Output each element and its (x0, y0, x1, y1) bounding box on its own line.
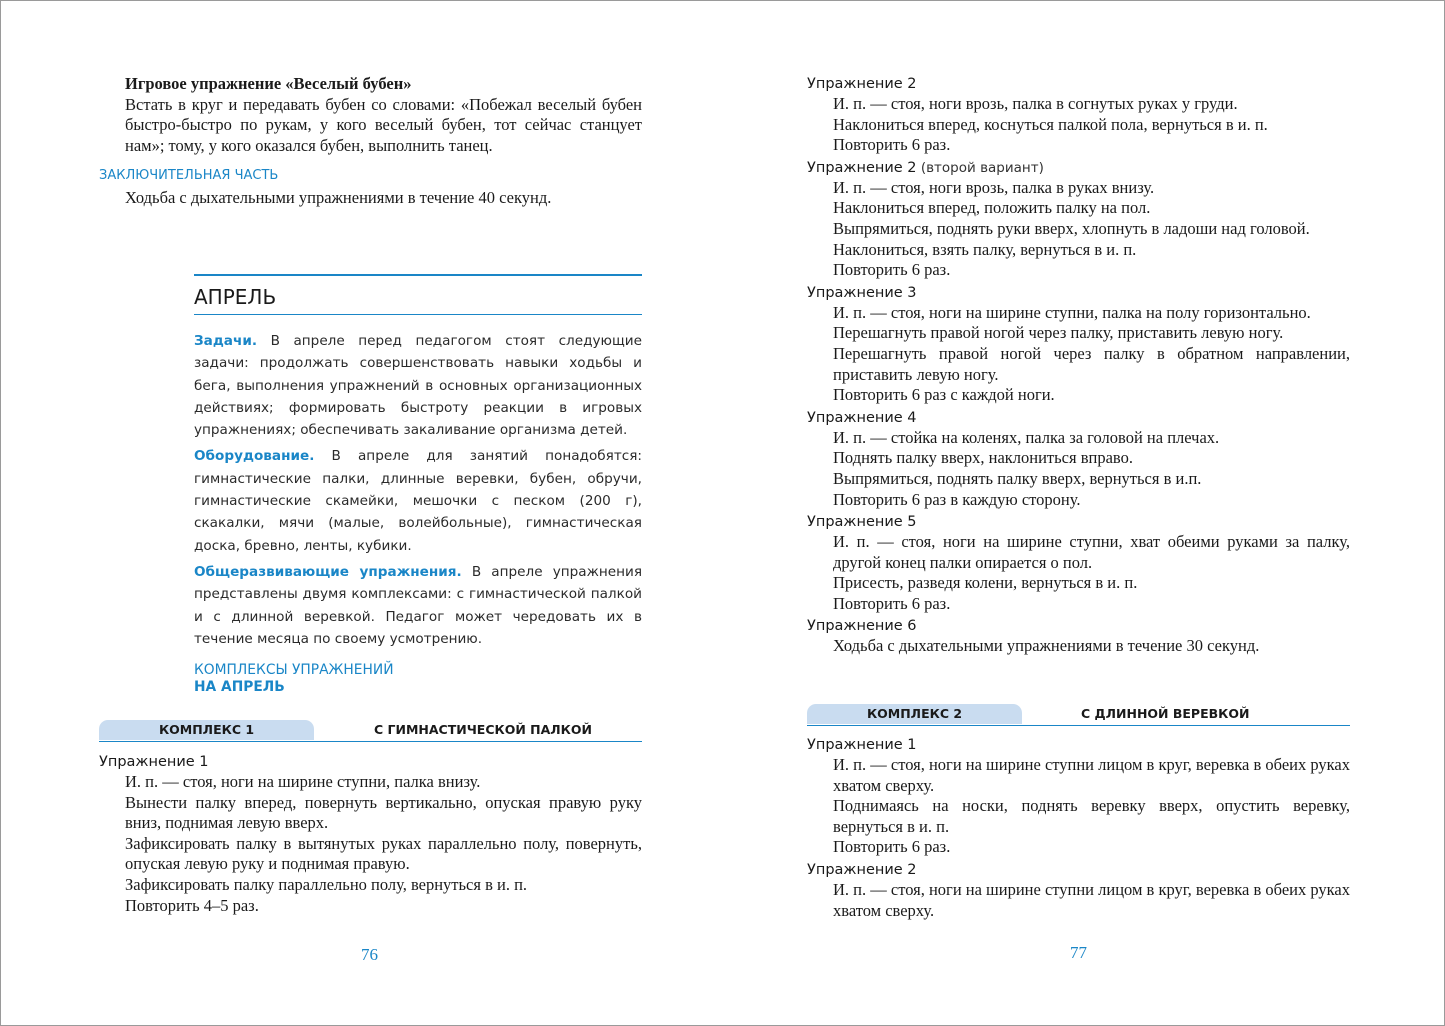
general-paragraph (194, 561, 642, 650)
april-rule-bottom (194, 314, 642, 315)
complexes-heading-line1: КОМПЛЕКСЫ УПРАЖНЕНИЙ (194, 662, 394, 678)
exercise-block (807, 408, 1350, 510)
exercise-line: Наклониться, взять палку, вернуться в и. п. (833, 239, 1137, 259)
exercise-line: Зафиксировать палку параллельно полу, вернуться в и. п. (125, 874, 528, 894)
exercise-title: Упражнение 2 (второй вариант) (807, 159, 1044, 176)
exercise-body (807, 636, 1350, 657)
april-section (194, 330, 642, 654)
exercise-body (807, 428, 1350, 510)
exercise-line: И. п. — стоя, ноги на ширине ступни лицом в круг, веревка в обеих руках хватом сверху. (833, 879, 1350, 920)
exercise-line: Зафиксировать палку в вытянутых руках параллельно полу, повернуть, опуская левую руку и поднимая правую. (125, 833, 642, 874)
game-title: Игровое упражнение «Веселый бубен» (125, 74, 412, 93)
complex-2-underline (807, 725, 1350, 726)
complex-1-underline (99, 741, 642, 742)
exercise-block (807, 158, 1350, 281)
exercise-line: Наклониться вперед, коснуться палкой пола, вернуться в и. п. (833, 114, 1268, 134)
exercise-block (807, 860, 1350, 921)
complex-1-continued (807, 74, 1350, 657)
page-number-left: 76 (361, 945, 378, 964)
exercise-body (807, 880, 1350, 921)
exercise-title: Упражнение 1 (807, 737, 917, 753)
exercise-line: Повторить 6 раз. (833, 135, 951, 155)
general-text: В апреле упражнения представлены двумя комплексами: с гимнастической палкой и с длинной веревкой. Педагог может чередовать их в течение месяца по своему усмотрению. (194, 563, 643, 647)
exercise-line: И. п. — стоя, ноги врозь, палка в согнутых руках у груди. (833, 94, 1238, 113)
exercise-title: Упражнение 2 (807, 861, 917, 878)
complex-2-exercises (807, 735, 1350, 921)
exercise-line: Поднять палку вверх, наклониться вправо. (833, 448, 1133, 468)
exercise-line: Повторить 6 раз. (833, 260, 951, 280)
equipment-paragraph (194, 445, 642, 556)
exercise-line: И. п. — стойка на коленях, палка за головой на плечах. (833, 427, 1220, 447)
exercise-line: Перешагнуть правой ногой через палку, приставить левую ногу. (833, 323, 1284, 343)
exercise-title: Упражнение 4 (807, 409, 917, 426)
exercise-title: Упражнение 5 (807, 514, 917, 531)
april-heading: АПРЕЛЬ (194, 285, 277, 309)
equipment-label: Оборудование. (194, 448, 315, 465)
exercise-line: Выпрямиться, поднять руки вверх, хлопнуть в ладоши над головой. (833, 218, 1310, 238)
exercise-line: Повторить 6 раз. (833, 593, 951, 613)
complex-2-title: С ДЛИННОЙ ВЕРЕВКОЙ (1081, 706, 1250, 721)
exercise-block (807, 74, 1350, 156)
tasks-label: Задачи. (194, 333, 258, 349)
exercise-block (807, 735, 1350, 858)
left-page (0, 0, 722, 1026)
complexes-heading (194, 662, 394, 696)
complex-2-tab (807, 704, 1350, 726)
exercise-line: Повторить 6 раз. (833, 837, 951, 857)
game-text: Встать в круг и передавать бубен со словами: «Побежал веселый бубен быстро-быстро по рукам, у кого веселый бубен, тот сейчас станцует нам»; тому, у кого оказался бубен, выполнить танец. (125, 94, 642, 155)
complex-1-tab (99, 720, 642, 742)
exercise-line: Выпрямиться, поднять палку вверх, вернуться в и.п. (833, 468, 1202, 488)
exercise-line: Присесть, разведя колени, вернуться в и. п. (833, 573, 1138, 593)
exercise-block (807, 512, 1350, 614)
exercise-1 (99, 752, 642, 916)
exercise-line: Ходьба с дыхательными упражнениями в течение 30 секунд. (833, 636, 1260, 656)
tasks-text: В апреле перед педагогом стоят следующие задачи: продолжать совершенствовать навыки ходьбы и бега, выполнения упражнений в основных организационных действиях; формировать быстроту реакции в игровых упражнениях; обеспечивать закаливание организма детей. (194, 333, 642, 439)
exercise-title: Упражнение 6 (807, 618, 917, 635)
exercise-line: Вынести палку вперед, повернуть вертикально, опуская правую руку вниз, поднимая левую вверх. (125, 792, 642, 833)
exercise-1-title: Упражнение 1 (99, 754, 209, 770)
game-exercise (125, 74, 642, 156)
exercise-line: И. п. — стоя, ноги на ширине ступни, хват обеими руками за палку, другой конец палки опирается о пол. (833, 532, 1350, 572)
complex-2-label: КОМПЛЕКС 2 (807, 704, 1022, 724)
exercise-line: Перешагнуть правой ногой через палку в обратном направлении, приставить левую ногу. (833, 343, 1350, 384)
complex-1-label: КОМПЛЕКС 1 (99, 720, 314, 740)
exercise-line: Повторить 6 раз с каждой ноги. (833, 385, 1055, 405)
complex-1-title: С ГИМНАСТИЧЕСКОЙ ПАЛКОЙ (374, 722, 592, 737)
complexes-heading-line2: НА АПРЕЛЬ (194, 679, 285, 695)
exercise-line: Повторить 4–5 раз. (125, 895, 259, 915)
exercise-body (807, 94, 1350, 156)
april-rule (194, 274, 642, 276)
exercise-block (807, 283, 1350, 406)
exercise-1-body (99, 772, 642, 916)
exercise-line: Наклониться вперед, положить палку на пол. (833, 198, 1151, 218)
exercise-body (807, 178, 1350, 281)
general-label: Общеразвивающие упражнения. (194, 563, 462, 580)
exercise-line: И. п. — стоя, ноги врозь, палка в руках внизу. (833, 177, 1155, 197)
exercise-line: И. п. — стоя, ноги на ширине ступни лицом в круг, веревка в обеих руках хватом сверху. (833, 755, 1350, 795)
page-number-right: 77 (1070, 943, 1087, 962)
exercise-body (807, 532, 1350, 614)
exercise-line: И. п. — стоя, ноги на ширине ступни, палка внизу. (125, 772, 481, 791)
final-part-heading: ЗАКЛЮЧИТЕЛЬНАЯ ЧАСТЬ (99, 168, 279, 183)
exercise-body (807, 755, 1350, 858)
final-part-text: Ходьба с дыхательными упражнениями в течение 40 секунд. (125, 188, 552, 207)
exercise-block (807, 616, 1350, 657)
exercise-title: Упражнение 2 (807, 76, 917, 92)
exercise-line: И. п. — стоя, ноги на ширине ступни, палка на полу горизонтально. (833, 302, 1311, 322)
tasks-paragraph (194, 330, 642, 441)
exercise-line: Повторить 6 раз в каждую сторону. (833, 489, 1081, 509)
right-page (722, 0, 1445, 1026)
exercise-title: Упражнение 3 (807, 284, 917, 301)
equipment-text: В апреле для занятий понадобятся: гимнастические палки, длинные веревки, бубен, обручи, гимнастические скамейки, мешочки с песком (200 г), скакалки, мячи (малые, волейбольные), гимнастическая доска, бревно, ленты, кубики. (194, 448, 642, 554)
exercise-line: Поднимаясь на носки, поднять веревку вверх, опустить веревку, вернуться в и. п. (833, 796, 1350, 836)
exercise-body (807, 303, 1350, 406)
